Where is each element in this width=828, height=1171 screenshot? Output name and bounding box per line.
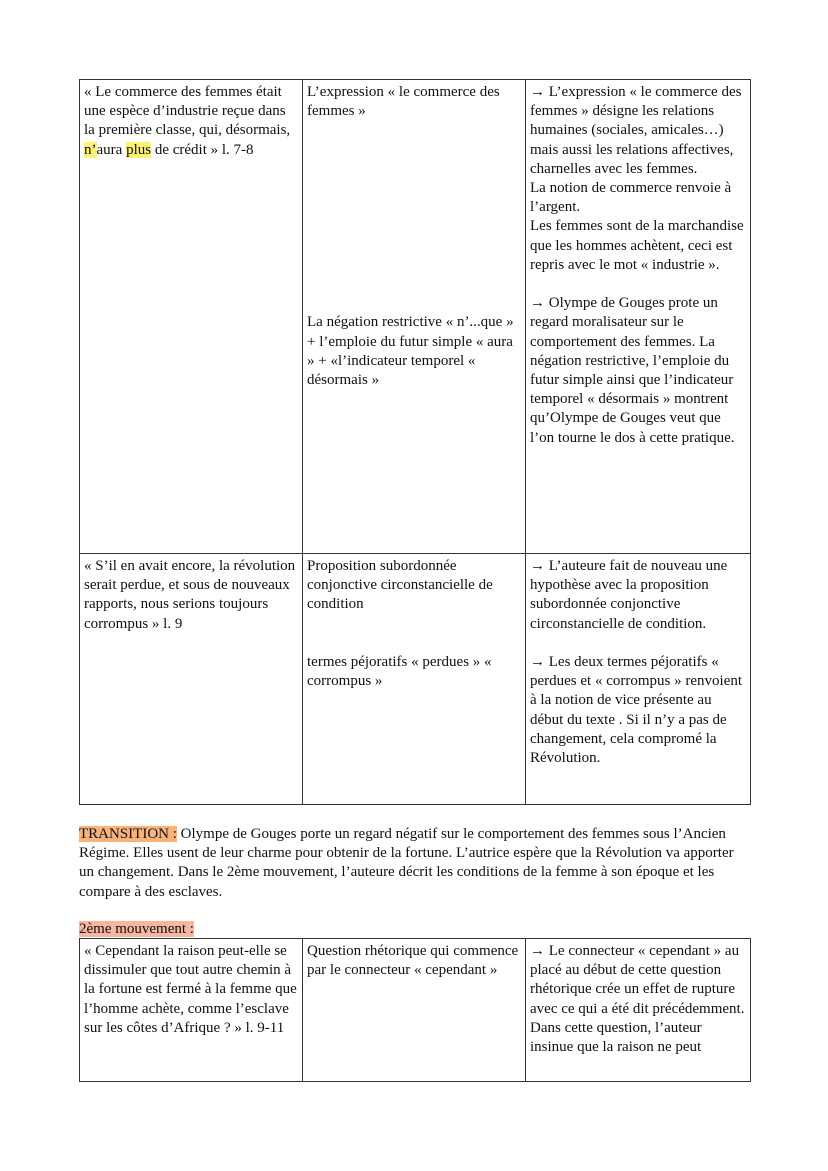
tool-text: Question rhétorique qui commence par le connecteur « cependant » — [307, 943, 519, 979]
analysis-text: Les femmes sont de la marchandise que les hommes achètent, ceci est repris avec le mot « industrie ». — [530, 218, 744, 273]
analysis-table-1 — [79, 79, 751, 805]
analysis-text: Dans cette question, l’auteur insinue que la raison ne peut — [530, 1019, 702, 1056]
movement-heading: 2ème mouvement : — [79, 921, 194, 937]
table-row — [80, 80, 751, 554]
analysis-text: → Le connecteur « cependant » au placé au début de cette question rhétorique crée un effet de rupture avec ce qui a été dit précédemment. — [530, 943, 745, 1017]
section-heading — [79, 920, 750, 939]
transition-text: Olympe de Gouges porte un regard négatif sur le comportement des femmes sous l’Ancien Régime. Elles usent de leur charme pour obtenir de la fortune. L’autrice espère que la Révolution va apporter un changement. Dans le 2ème mouvement, l’auteure décrit les conditions de la femme à son époque et les compare à des esclaves. — [79, 826, 734, 900]
tool-text: L’expression « le commerce des femmes » — [307, 84, 500, 120]
analysis-text: → Olympe de Gouges prote un regard moralisateur sur le comportement des femmes. La négation restrictive, l’emploie du futur simple ainsi que l’indicateur temporel « désormais » montrent qu’Olympe de Gouges veut que l’on tourne le dos à cette pratique. — [530, 295, 735, 446]
analysis-text: La notion de commerce renvoie à l’argent. — [530, 180, 732, 216]
analysis-text: → L’auteure fait de nouveau une hypothèse avec la proposition subordonnée conjonctive circonstancielle de condition. — [530, 558, 728, 632]
tool-text: La négation restrictive « n’...que » + l’emploie du futur simple « aura » + «l’indicateur temporel « désormais » — [307, 314, 514, 389]
transition-paragraph — [79, 825, 750, 902]
highlight-negation-plus: plus — [126, 141, 152, 158]
tool-cell — [303, 939, 526, 1082]
analysis-text: → L’expression « le commerce des femmes » désigne les relations humaines (sociales, amicales…) mais aussi les relations affectives, charnelles avec les femmes. — [530, 84, 742, 177]
quote-text: « S’il en avait encore, la révolution serait perdue, et sous de nouveaux rapports, nous serions toujours corrompus » l. 9 — [84, 558, 296, 632]
quote-text: de crédit » l. 7-8 — [151, 141, 254, 158]
transition-label: TRANSITION : — [79, 826, 177, 842]
analysis-text: → Les deux termes péjoratifs « perdues et « corrompus » renvoient à la notion de vice présente au début du texte . Si il n’y a pas de changement, cela compromé la Révolution. — [530, 654, 743, 767]
tool-cell — [303, 80, 526, 554]
tool-text: termes péjoratifs « perdues » « corrompus » — [307, 653, 492, 689]
analysis-table-2 — [79, 938, 751, 1082]
analysis-cell — [526, 80, 751, 554]
quote-text: « Le commerce des femmes était une espèce d’industrie reçue dans la première classe, qui, désormais, — [84, 84, 291, 139]
highlight-negation-ne: n’ — [84, 141, 97, 158]
quote-text: aura — [96, 141, 127, 158]
tool-cell — [303, 554, 526, 805]
table-row — [80, 554, 751, 805]
table-row — [80, 939, 751, 1082]
quote-cell — [80, 554, 303, 805]
analysis-cell — [526, 939, 751, 1082]
tool-text: Proposition subordonnée conjonctive circonstancielle de condition — [307, 558, 493, 613]
quote-cell — [80, 939, 303, 1082]
analysis-cell — [526, 554, 751, 805]
quote-text: « Cependant la raison peut-elle se dissimuler que tout autre chemin à la fortune est fermé à la femme que l’homme achète, comme l’esclave sur les côtes d’Afrique ? » l. 9-11 — [84, 943, 297, 1036]
quote-cell — [80, 80, 303, 554]
